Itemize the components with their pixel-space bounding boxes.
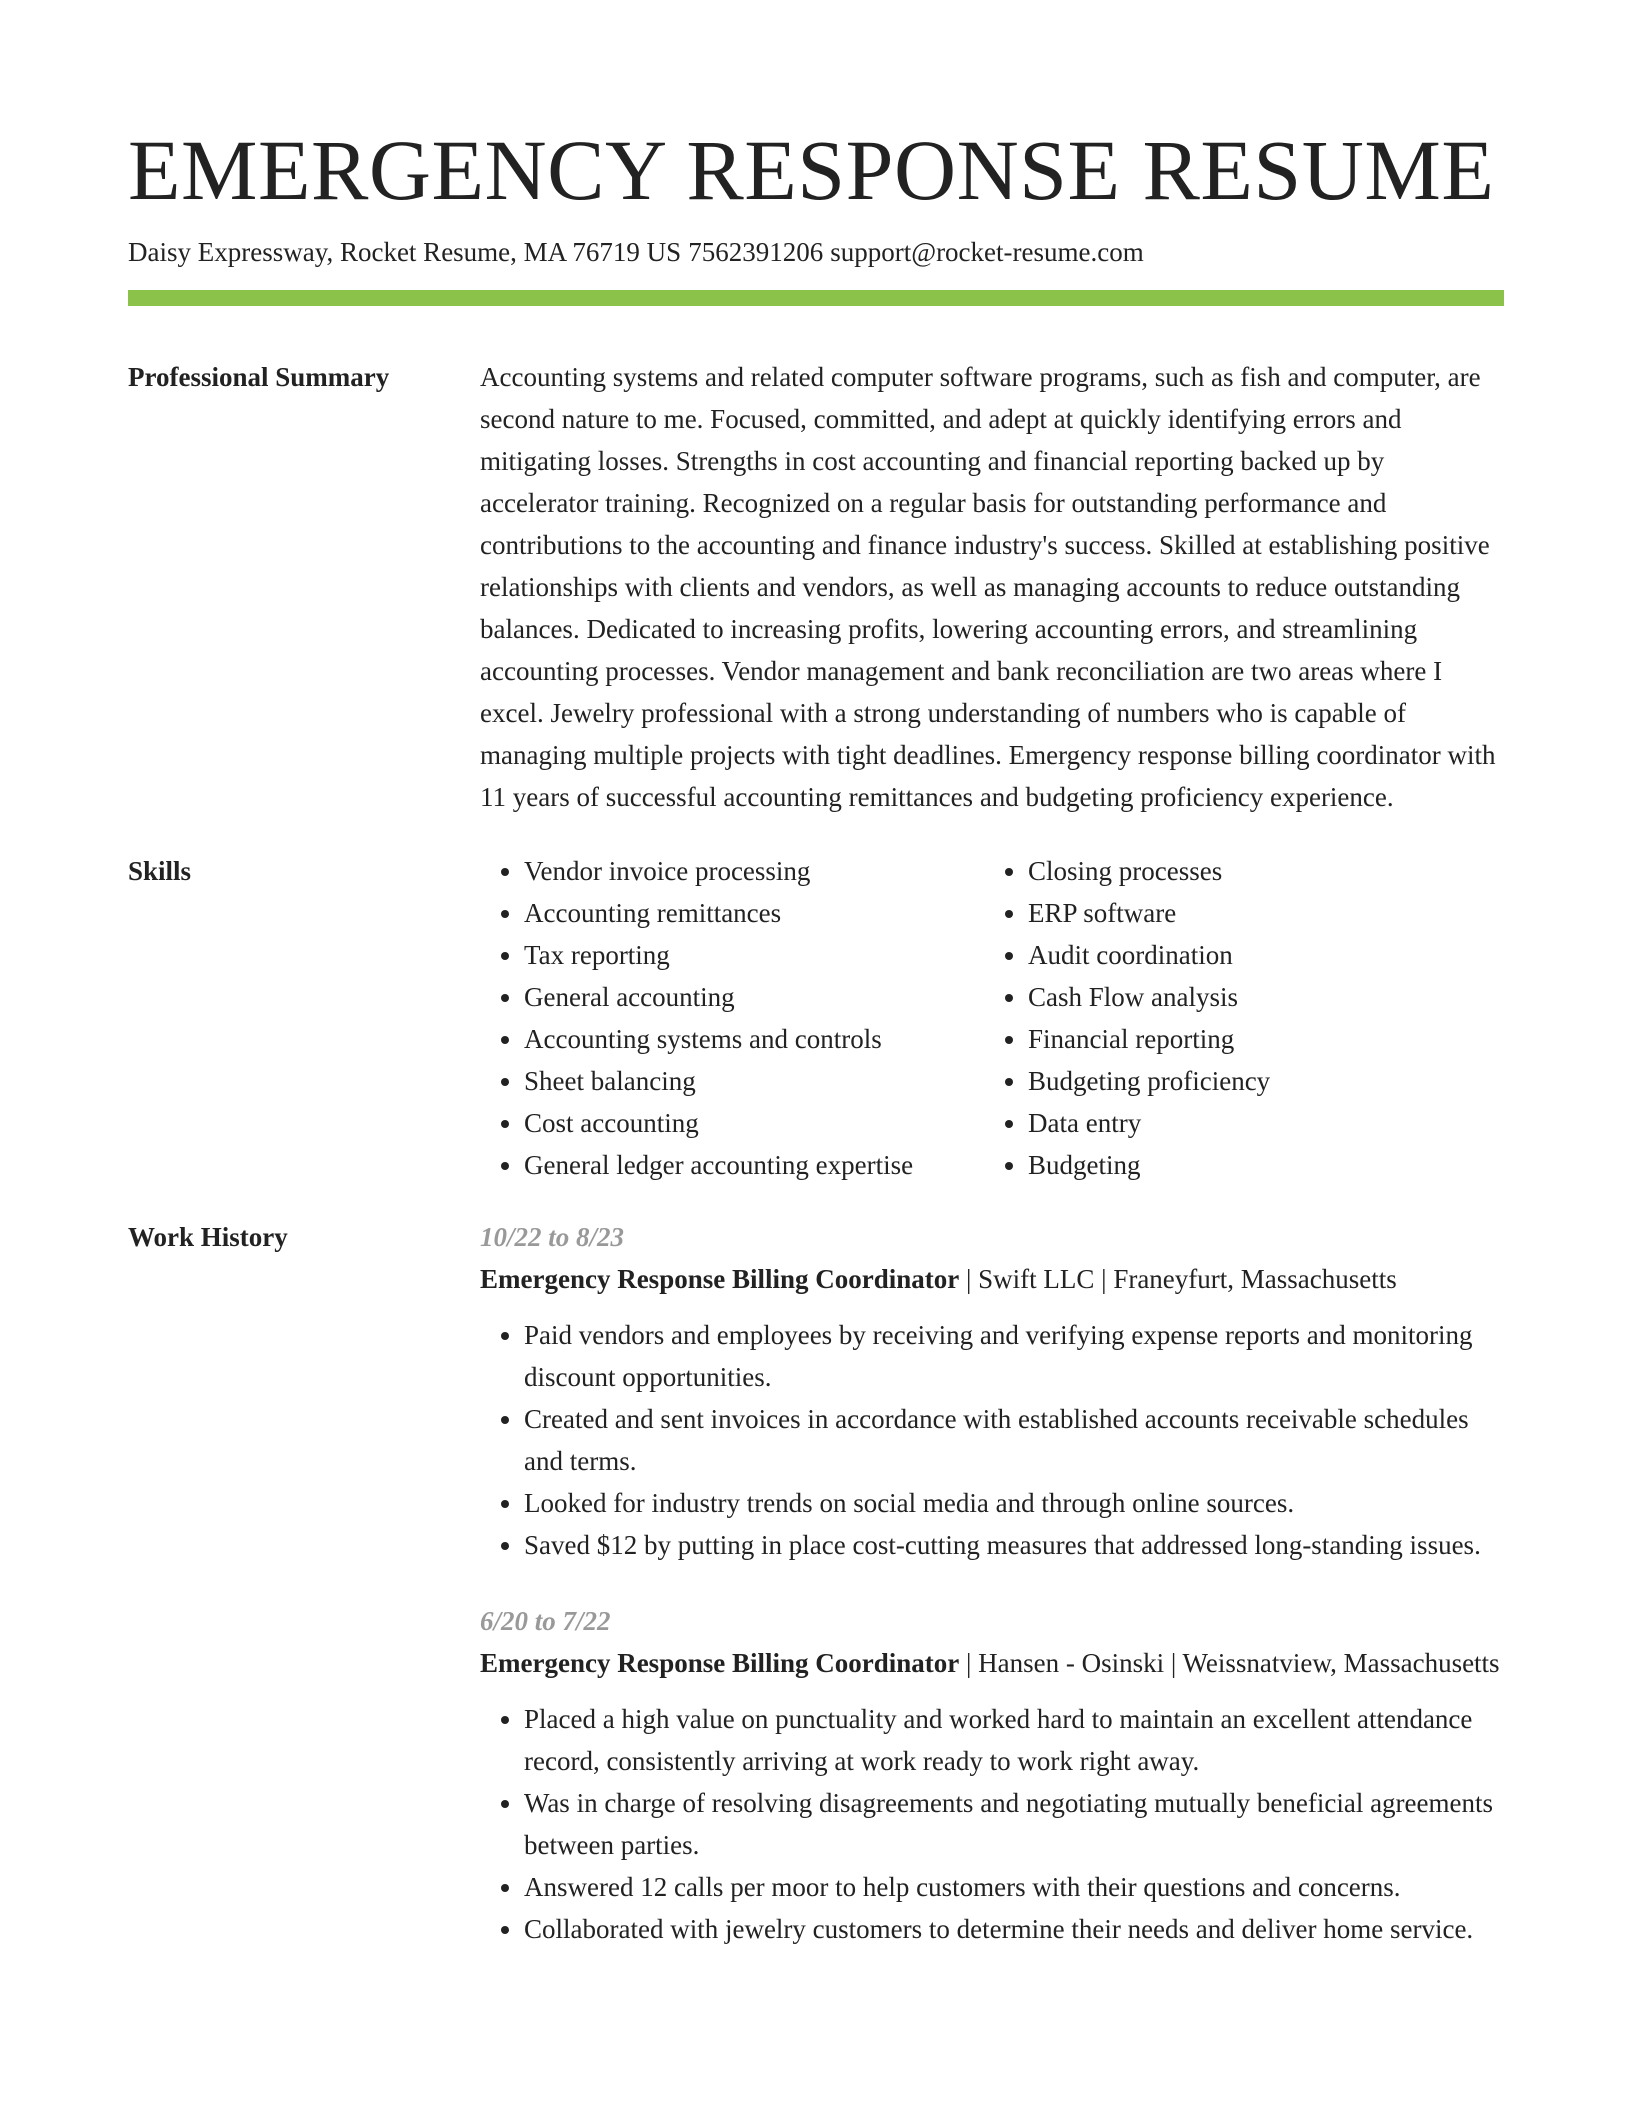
skill-item: • Closing processes — [1028, 850, 1448, 892]
contact-phone: 7562391206 — [688, 237, 824, 267]
skill-item: • Vendor invoice processing — [524, 850, 984, 892]
job-bullet: • Collaborated with jewelry customers to determine their needs and deliver home service. — [524, 1908, 1504, 1950]
skill-item: • Data entry — [1028, 1102, 1448, 1144]
job-dates: 6/20 to 7/22 — [480, 1606, 611, 1636]
job-bullet: • Placed a high value on punctuality and worked hard to maintain an excellent attendance record, consistently arriving at work ready to work right away. — [524, 1698, 1504, 1782]
job-bullet: • Was in charge of resolving disagreements and negotiating mutually beneficial agreements between parties. — [524, 1782, 1504, 1866]
skill-item: • General ledger accounting expertise — [524, 1144, 984, 1186]
contact-email: support@rocket-resume.com — [830, 237, 1144, 267]
job-bullet: • Created and sent invoices in accordance with established accounts receivable schedules and terms. — [524, 1398, 1504, 1482]
summary-section — [128, 356, 1504, 818]
job-heading — [480, 1258, 1504, 1300]
skill-item: • General accounting — [524, 976, 984, 1018]
skills-columns — [480, 850, 1504, 1186]
skills-list-left — [480, 850, 984, 1186]
skill-item: • Budgeting proficiency — [1028, 1060, 1448, 1102]
job-title: Emergency Response Billing Coordinator — [480, 1648, 960, 1678]
skill-item: • Audit coordination — [1028, 934, 1448, 976]
contact-line — [128, 234, 1504, 270]
skills-list-right — [984, 850, 1448, 1186]
summary-body — [480, 356, 1504, 818]
skills-body — [480, 850, 1504, 1186]
job-bullet: • Paid vendors and employees by receiving and verifying expense reports and monitoring discount opportunities. — [524, 1314, 1504, 1398]
resume-title: EMERGENCY RESPONSE RESUME — [128, 122, 1495, 218]
resume-page — [128, 118, 1504, 1984]
job-bullets — [480, 1698, 1504, 1950]
work-body — [480, 1216, 1504, 1984]
job-entry — [480, 1216, 1504, 1566]
job-title: Emergency Response Billing Coordinator — [480, 1264, 960, 1294]
job-bullets — [480, 1314, 1504, 1566]
skill-item: • Sheet balancing — [524, 1060, 984, 1102]
skill-item: • Financial reporting — [1028, 1018, 1448, 1060]
job-dates: 10/22 to 8/23 — [480, 1222, 625, 1252]
job-heading — [480, 1642, 1504, 1684]
summary-text: Accounting systems and related computer software programs, such as fish and computer, are second nature to me. Focused, committed, and adept at quickly identifying errors and mitigating losses. Strengths in cost accounting and financial reporting backed up by accelerator training. Recognized on a regular basis for outstanding performance and contributions to the accounting and finance industry's success. Skilled at establishing positive relationships with clients and vendors, as well as managing accounts to reduce outstanding balances. Dedicated to increasing profits, lowering accounting errors, and streamlining accounting processes. Vendor management and bank reconciliation are two areas where I excel. Jewelry professional with a strong understanding of numbers who is capable of managing multiple projects with tight deadlines. Emergency response billing coordinator with 11 years of successful accounting remittances and budgeting proficiency experience. — [480, 362, 1496, 812]
skill-item: • Tax reporting — [524, 934, 984, 976]
skills-section — [128, 850, 1504, 1186]
header-divider — [128, 290, 1504, 306]
skill-item: • Accounting systems and controls — [524, 1018, 984, 1060]
skill-item: • Accounting remittances — [524, 892, 984, 934]
skills-heading: Skills — [128, 856, 192, 886]
skill-item: • Budgeting — [1028, 1144, 1448, 1186]
contact-address: Daisy Expressway, Rocket Resume, MA 76719 US — [128, 237, 682, 267]
job-bullet: • Saved $12 by putting in place cost-cutting measures that addressed long-standing issues. — [524, 1524, 1504, 1566]
job-entry — [480, 1600, 1504, 1950]
work-section — [128, 1216, 1504, 1984]
skill-item: • ERP software — [1028, 892, 1448, 934]
summary-heading: Professional Summary — [128, 362, 390, 392]
skill-item: • Cost accounting — [524, 1102, 984, 1144]
job-bullet: • Answered 12 calls per moor to help customers with their questions and concerns. — [524, 1866, 1504, 1908]
skill-item: • Cash Flow analysis — [1028, 976, 1448, 1018]
job-details: | Hansen - Osinski | Weissnatview, Massachusetts — [959, 1648, 1500, 1678]
work-heading: Work History — [128, 1222, 288, 1252]
job-bullet: • Looked for industry trends on social media and through online sources. — [524, 1482, 1504, 1524]
job-details: | Swift LLC | Franeyfurt, Massachusetts — [959, 1264, 1397, 1294]
